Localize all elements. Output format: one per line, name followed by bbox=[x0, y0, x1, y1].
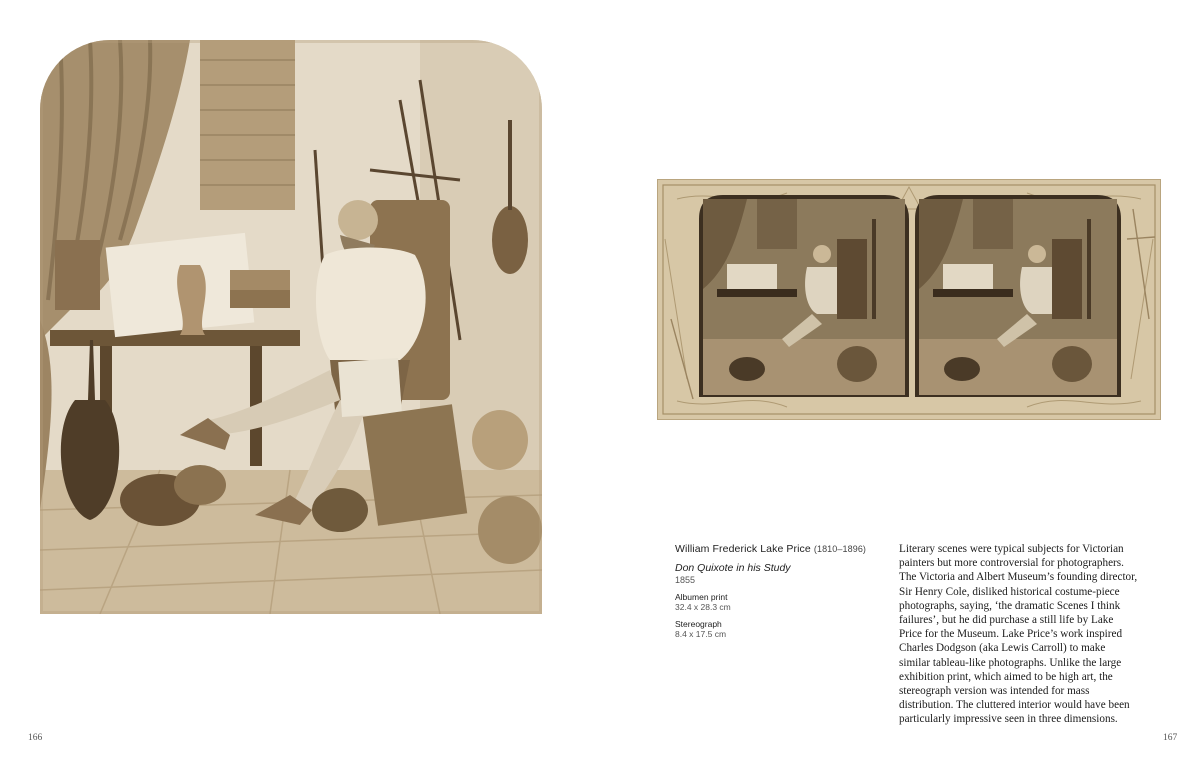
dimensions-label: 8.4 x 17.5 cm bbox=[675, 629, 727, 639]
body-paragraph: Literary scenes were typical subjects for Victorian painters but more controversial for photographers. The Victoria and Albert Museum’s founding director, Sir Henry Cole, disliked historical costume-piece photographs, saying, ‘the dramatic Scenes I think failures’, but he did purchase a still life by Lake Price for the Museum. Lake Price’s work inspired Charles Dodgson (aka Lewis Carroll) to make similar tableau-like photographs. Unlike the large exhibition print, which aimed to be high art, the stereograph version was intended for mass distribution. The cluttered interior would have been particularly impressive seen in three dimensions. bbox=[899, 543, 1138, 726]
medium-label: Stereograph bbox=[675, 619, 722, 629]
page-number-right: 167 bbox=[1163, 733, 1178, 743]
caption bbox=[675, 543, 875, 639]
caption-item-stereograph bbox=[675, 619, 875, 639]
artist-dates: (1810–1896) bbox=[813, 544, 867, 554]
caption-item-albumen bbox=[675, 592, 875, 612]
photograph-don-quixote-albumen-print bbox=[40, 40, 542, 614]
stereograph-image bbox=[657, 179, 1161, 420]
dimensions-label: 32.4 x 28.3 cm bbox=[675, 602, 731, 612]
medium-label: Albumen print bbox=[675, 592, 728, 602]
photograph-scene bbox=[40, 40, 542, 614]
stereograph-card bbox=[657, 179, 1161, 420]
artwork-title: Don Quixote in his Study bbox=[675, 562, 791, 574]
caption-artist bbox=[675, 543, 875, 555]
body-text bbox=[899, 542, 1139, 727]
artwork-year: 1855 bbox=[675, 575, 696, 585]
artist-name: William Frederick Lake Price bbox=[675, 543, 811, 555]
page-number-left: 166 bbox=[28, 733, 43, 743]
